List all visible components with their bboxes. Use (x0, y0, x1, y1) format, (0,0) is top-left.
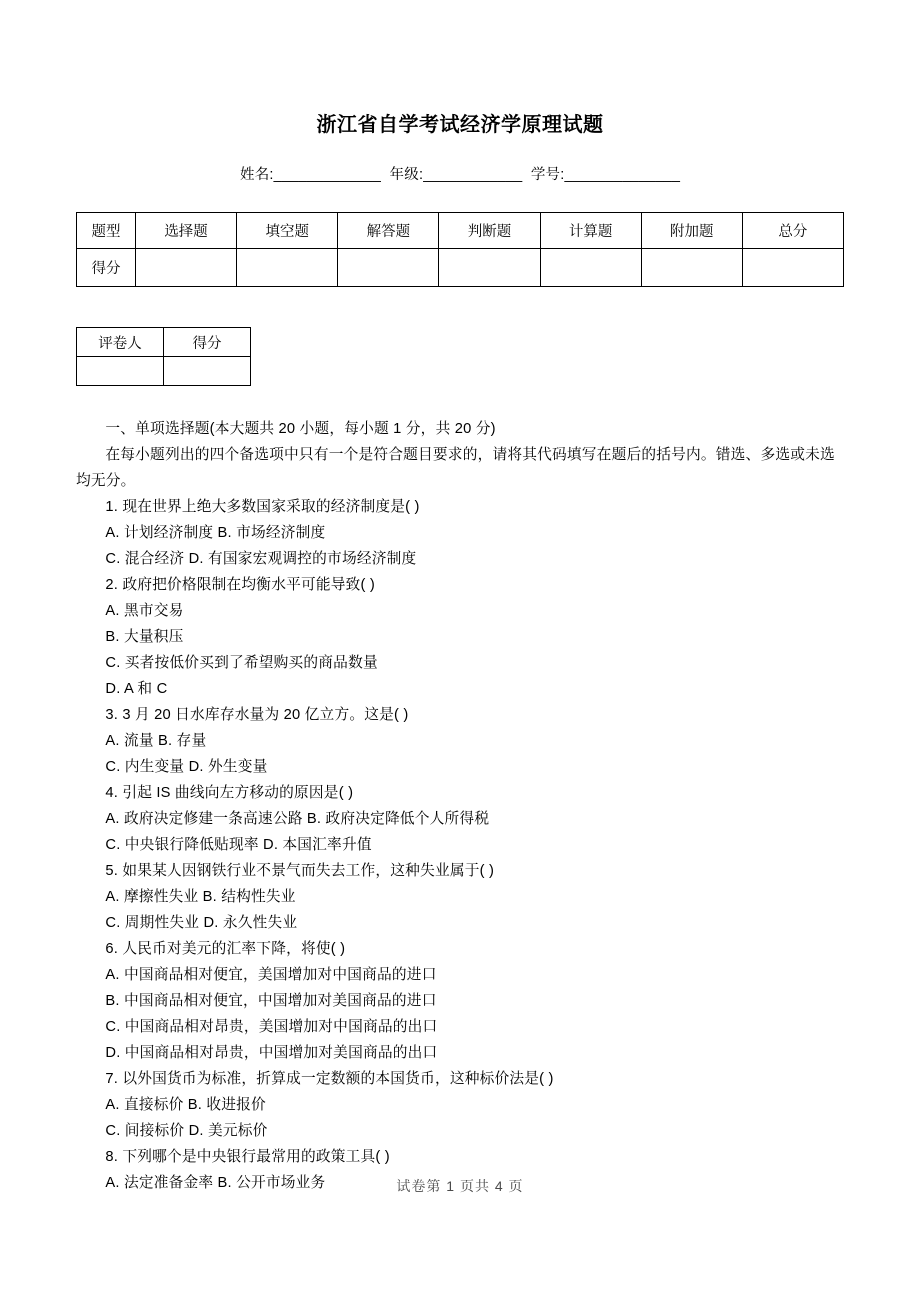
question-line: C. 周期性失业 D. 永久性失业 (105, 915, 298, 931)
question-line: 6. 人民币对美元的汇率下降，将使( ) (105, 941, 346, 957)
score-table-col-answer: 解答题 (338, 213, 439, 249)
score-cell-calc[interactable] (540, 249, 641, 287)
exam-body (0, 416, 920, 1196)
grader-header-person: 评卷人 (77, 328, 164, 357)
page-title: 浙江省自学考试经济学原理试题 (316, 114, 604, 136)
score-table-header-row (77, 213, 844, 249)
grader-table-container (0, 327, 920, 386)
score-cell-total[interactable] (742, 249, 843, 287)
score-table-row-label-type: 题型 (77, 213, 136, 249)
question-line: A. 政府决定修建一条高速公路 B. 政府决定降低个人所得税 (105, 811, 490, 827)
score-table-row-label-score: 得分 (77, 249, 136, 287)
question-line: 3. 3 月 20 日水库存水量为 20 亿立方。这是( ) (105, 707, 409, 723)
name-label: 姓名: (240, 167, 274, 183)
question-line: B. 中国商品相对便宜，中国增加对美国商品的进口 (105, 993, 437, 1009)
student-number-label: 学号: (530, 167, 565, 183)
question-line: A. 摩擦性失业 B. 结构性失业 (105, 889, 296, 905)
section-instruction: 在每小题列出的四个备选项中只有一个是符合题目要求的，请将其代码填写在题后的括号内。错选、多选或未选均无分。 (76, 447, 835, 489)
grader-cell-score[interactable] (164, 357, 251, 386)
score-cell-answer[interactable] (338, 249, 439, 287)
grade-label: 年级: (389, 167, 424, 183)
question-line: 7. 以外国货币为标准，折算成一定数额的本国货币，这种标价法是( ) (105, 1071, 554, 1087)
question-line: 1. 现在世界上绝大多数国家采取的经济制度是( ) (105, 499, 420, 515)
grade-blank[interactable]: ____________ (423, 167, 523, 183)
question-line: 4. 引起 IS 曲线向左方移动的原因是( ) (105, 785, 354, 801)
question-line: C. 中央银行降低贴现率 D. 本国汇率升值 (105, 837, 372, 853)
section-heading: 一、单项选择题(本大题共 20 小题，每小题 1 分，共 20 分) (105, 421, 496, 437)
question-line: D. 中国商品相对昂贵，中国增加对美国商品的出口 (105, 1045, 438, 1061)
score-table-col-fill: 填空题 (237, 213, 338, 249)
grader-header-score: 得分 (164, 328, 251, 357)
score-cell-extra[interactable] (641, 249, 742, 287)
question-line: B. 大量积压 (105, 629, 184, 645)
question-line: C. 间接标价 D. 美元标价 (105, 1123, 268, 1139)
score-table-col-judge: 判断题 (439, 213, 540, 249)
student-info-line (0, 163, 920, 184)
question-line: C. 内生变量 D. 外生变量 (105, 759, 268, 775)
score-table-container (0, 212, 920, 287)
grader-cell-person[interactable] (77, 357, 164, 386)
score-table-col-choice: 选择题 (136, 213, 237, 249)
score-table-col-total: 总分 (742, 213, 843, 249)
score-table-col-extra: 附加题 (641, 213, 742, 249)
question-line: C. 中国商品相对昂贵，美国增加对中国商品的出口 (105, 1019, 438, 1035)
question-line: D. A 和 C (105, 681, 168, 697)
question-line: A. 计划经济制度 B. 市场经济制度 (105, 525, 326, 541)
name-blank[interactable]: _____________ (273, 167, 382, 183)
grader-table-value-row (77, 357, 251, 386)
score-cell-fill[interactable] (237, 249, 338, 287)
question-line: A. 流量 B. 存量 (105, 733, 207, 749)
question-line: C. 买者按低价买到了希望购买的商品数量 (105, 655, 378, 671)
score-cell-judge[interactable] (439, 249, 540, 287)
score-table (76, 212, 844, 287)
page-footer: 试卷第 1 页共 4 页 (396, 1178, 524, 1194)
grader-table-header-row (77, 328, 251, 357)
question-line: A. 法定准备金率 B. 公开市场业务 (105, 1175, 326, 1191)
student-number-blank[interactable]: ______________ (564, 167, 681, 183)
score-cell-choice[interactable] (136, 249, 237, 287)
question-line: 2. 政府把价格限制在均衡水平可能导致( ) (105, 577, 375, 593)
question-line: A. 黑市交易 (105, 603, 184, 619)
score-table-value-row (77, 249, 844, 287)
grader-table (76, 327, 251, 386)
score-table-col-calc: 计算题 (540, 213, 641, 249)
question-line: A. 直接标价 B. 收进报价 (105, 1097, 266, 1113)
question-line: C. 混合经济 D. 有国家宏观调控的市场经济制度 (105, 551, 417, 567)
question-line: 5. 如果某人因钢铁行业不景气而失去工作，这种失业属于( ) (105, 863, 495, 879)
question-line: 8. 下列哪个是中央银行最常用的政策工具( ) (105, 1149, 390, 1165)
question-line: A. 中国商品相对便宜，美国增加对中国商品的进口 (105, 967, 437, 983)
